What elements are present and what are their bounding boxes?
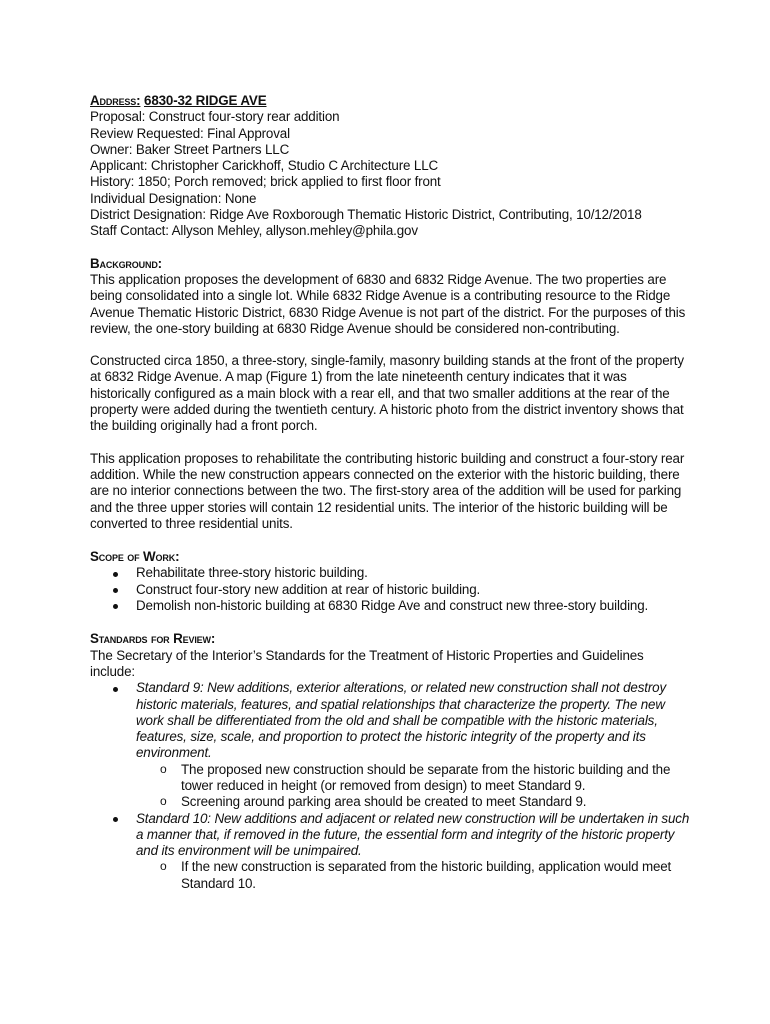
sub-list-item: o The proposed new construction should be separate from the historic building and the tower reduced in height (or removed from design) to meet Standard 9. <box>160 761 671 793</box>
background-paragraph: This application proposes to rehabilitate the contributing historic building and construct a four-story rear addition. While the new construction appears connected on the exterior with the historic building, there are no interior connections between the two. The first-story area of the addition will be used for parking and the three upper stories will contain 12 residential units. The interior of the historic building will be converted to three residential units. <box>90 450 685 531</box>
bullet-icon <box>113 811 118 827</box>
standard-9-text: Standard 9: New additions, exterior alterations, or related new construction shall not destroy historic materials, features, and spatial relationships that characterize the property. The new work shall be differentiated from the old and shall be compatible with the historic materials, features, size, scale, and proportion to protect the historic integrity of the property and its environment. <box>136 680 666 761</box>
list-item: Demolish non-historic building at 6830 Ridge Ave and construct new three-story building. <box>90 598 690 614</box>
scope-heading: Scope of Work: <box>90 549 180 565</box>
individual-designation-line: Individual Designation: None <box>90 190 257 206</box>
applicant-line: Applicant: Christopher Carickhoff, Studio C Architecture LLC <box>90 158 439 174</box>
sub-list-item: o If the new construction is separated from the historic building, application would meet Standard 10. <box>160 859 672 891</box>
standards-list <box>90 680 690 892</box>
bullet-icon <box>113 582 118 598</box>
circle-bullet-icon: o <box>160 794 167 809</box>
owner-line: Owner: Baker Street Partners LLC <box>90 141 290 157</box>
bullet-icon <box>113 598 118 614</box>
bullet-icon <box>113 565 118 581</box>
background-paragraph: This application proposes the development of 6830 and 6832 Ridge Avenue. The two properties are being consolidated into a single lot. While 6832 Ridge Avenue is a contributing resource to the Ridge Avenue Thematic Historic District, 6830 Ridge Avenue is not part of the district. For the purposes of this review, the one-story building at 6830 Ridge Avenue should be considered non-contributing. <box>90 271 686 336</box>
list-item <box>90 811 690 892</box>
standards-heading: Standards for Review: <box>90 631 216 647</box>
document-body <box>90 93 690 892</box>
address-value: 6830-32 RIDGE AVE <box>144 93 267 108</box>
scope-list <box>90 565 690 614</box>
staff-contact-line: Staff Contact: Allyson Mehley, allyson.mehley@phila.gov <box>90 223 418 239</box>
circle-bullet-icon: o <box>160 761 167 776</box>
proposal-line: Proposal: Construct four-story rear addition <box>90 109 340 125</box>
bullet-icon <box>113 680 118 696</box>
address-line <box>90 93 690 109</box>
list-item: Construct four-story new addition at rear of historic building. <box>90 582 690 598</box>
review-requested-line: Review Requested: Final Approval <box>90 125 290 141</box>
standards-intro: The Secretary of the Interior’s Standards for the Treatment of Historic Properties and Guidelines include: <box>90 647 644 679</box>
address-label: Address: <box>90 93 141 108</box>
standard-10-text: Standard 10: New additions and adjacent or related new construction will be undertaken in such a manner that, if removed in the future, the essential form and integrity of the historic property and its environment will be unimpaired. <box>136 810 690 859</box>
sub-list <box>136 859 690 892</box>
history-line: History: 1850; Porch removed; brick applied to first floor front <box>90 174 441 190</box>
district-designation-line: District Designation: Ridge Ave Roxborough Thematic Historic District, Contributing, 10/12/2018 <box>90 207 642 223</box>
background-paragraph: Constructed circa 1850, a three-story, single-family, masonry building stands at the front of the property at 6832 Ridge Avenue. A map (Figure 1) from the late nineteenth century indicates that it was historically configured as a main block with a rear ell, and that two smaller additions at the rear of the property were added during the twentieth century. A historic photo from the district inventory shows that the building originally had a front porch. <box>90 353 684 434</box>
list-item: Rehabilitate three-story historic building. <box>90 565 690 581</box>
list-item <box>90 680 690 810</box>
sub-list <box>136 762 690 811</box>
background-heading: Background: <box>90 255 162 271</box>
circle-bullet-icon: o <box>160 859 167 874</box>
sub-list-item: o Screening around parking area should be created to meet Standard 9. <box>160 794 587 810</box>
